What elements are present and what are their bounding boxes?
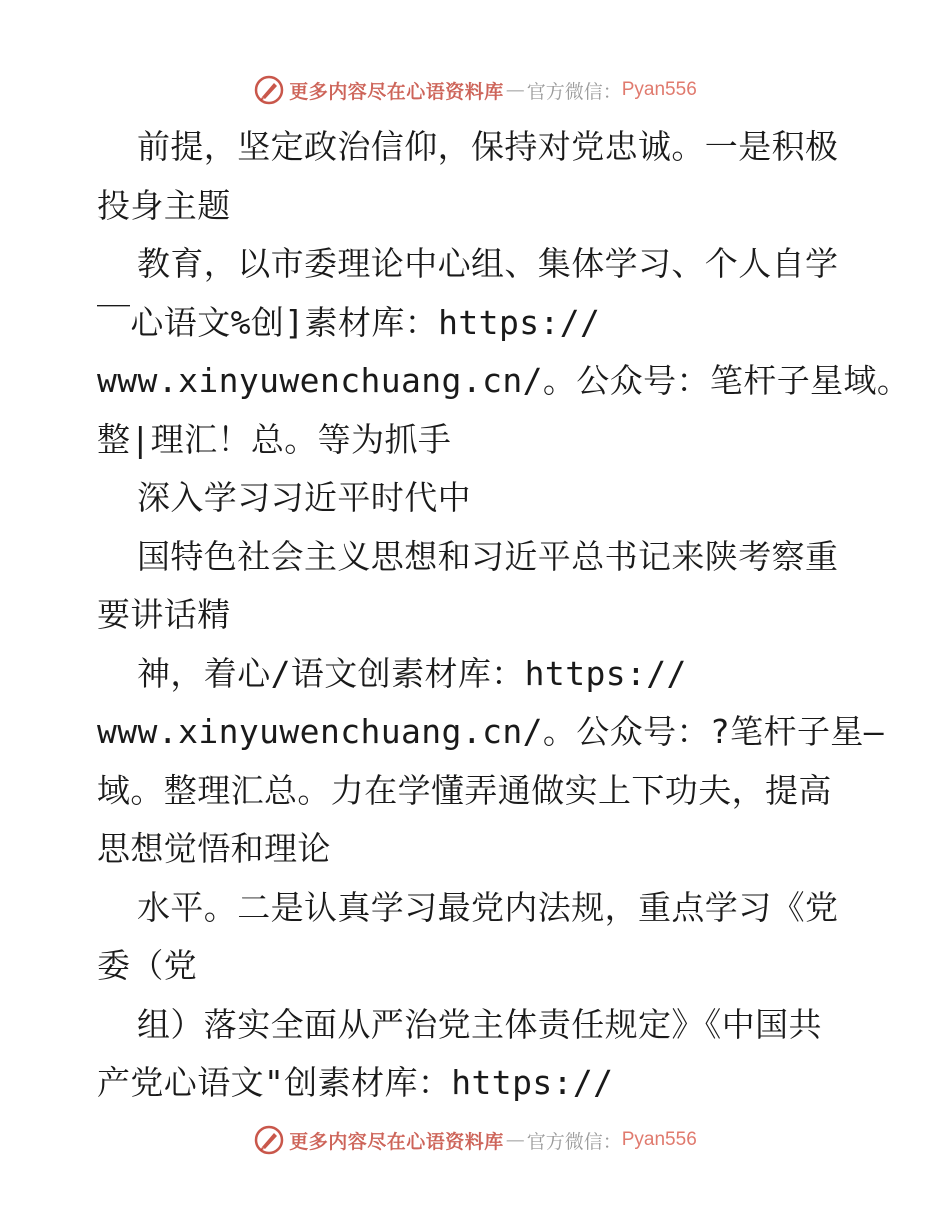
text-line: 产党心语文"创素材库：https:// (97, 1063, 614, 1102)
text-line: 整|理汇！总。等为抓手 (97, 419, 452, 459)
header-banner (0, 70, 950, 110)
text-line: 前提，坚定政治信仰，保持对党忠诚。一是积极 (137, 127, 839, 166)
footer-banner-sub: 官方微信： (526, 1130, 622, 1153)
text-line: 要讲话精 (97, 595, 231, 634)
header-banner-handle: Pyan556 (621, 79, 697, 100)
text-line: 思想觉悟和理论 (97, 829, 331, 868)
text-line: www.xinyuwenchuang.cn/。公众号：笔杆子星域。 (97, 361, 911, 400)
text-line: www.xinyuwenchuang.cn/。公众号：?笔杆子星— (97, 712, 885, 751)
text-line: 组）落实全面从严治党主体责任规定》《中国共 (137, 1004, 822, 1044)
footer-banner-text: 更多内容尽在心语资料库 (289, 1130, 504, 1153)
text-line: 深入学习习近平时代中 (137, 478, 471, 517)
footer-banner (0, 1120, 950, 1160)
text-line: ￣心语文%创]素材库：https:// (97, 302, 601, 342)
header-banner-text: 更多内容尽在心语资料库 (289, 80, 504, 103)
footer-banner-dash: — (505, 1129, 525, 1151)
text-line: 水平。二是认真学习最党内法规，重点学习《党 (137, 887, 839, 927)
header-banner-sub: 官方微信： (526, 80, 622, 103)
quill-logo-icon (253, 74, 285, 106)
text-line: 投身主题 (97, 185, 231, 225)
text-line: 国特色社会主义思想和习近平总书记来陕考察重 (137, 536, 839, 576)
body-text (97, 118, 911, 1113)
text-line: 委（党 (97, 946, 198, 985)
footer-banner-handle: Pyan556 (621, 1129, 697, 1150)
text-line: 神，着心/语文创素材库：https:// (137, 653, 687, 693)
text-line: 教育，以市委理论中心组、集体学习、个人自学 (137, 244, 839, 283)
quill-logo-icon (253, 1124, 285, 1156)
header-banner-dash: — (505, 79, 525, 101)
text-line: 域。整理汇总。力在学懂弄通做实上下功夫，提高 (97, 770, 832, 810)
